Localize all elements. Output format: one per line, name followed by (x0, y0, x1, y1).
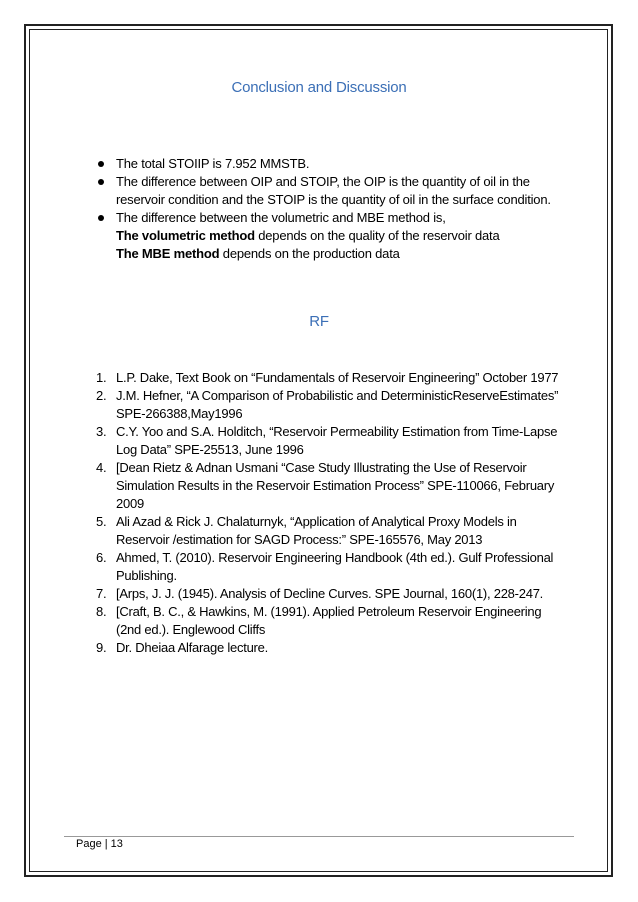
method-desc-mbe: depends on the production data (219, 246, 400, 261)
page-number-footer: Page | 13 (76, 838, 123, 850)
bullet-text: The difference between OIP and STOIP, the OIP is the quantity of oil in the reservoir condition and the STOIP is the quantity of oil in the surface condition. (116, 174, 551, 207)
conclusion-bullet-list (96, 155, 566, 263)
reference-item (96, 513, 566, 549)
reference-list (96, 369, 566, 657)
method-label-volumetric: The volumetric method (116, 228, 255, 243)
bullet-item (96, 173, 566, 209)
reference-text: L.P. Dake, Text Book on “Fundamentals of Reservoir Engineering” October 1977 (116, 370, 559, 385)
reference-number: 9. (96, 640, 107, 655)
reference-text: Ahmed, T. (2010). Reservoir Engineering Handbook (4th ed.). Gulf Professional Publishing. (116, 550, 554, 583)
reference-number: 5. (96, 514, 107, 529)
bullet-text: The total STOIIP is 7.952 MMSTB. (116, 156, 310, 171)
reference-text: Ali Azad & Rick J. Chalaturnyk, “Application of Analytical Proxy Models in Reservoir /estimation for SAGD Process:” SPE-165576, May 2013 (116, 514, 517, 547)
bullet-item (96, 209, 566, 263)
reference-item (96, 369, 566, 387)
reference-number: 1. (96, 370, 107, 385)
reference-text: Dr. Dheiaa Alfarage lecture. (116, 640, 268, 655)
bullet-text: The difference between the volumetric and MBE method is, (116, 210, 446, 225)
reference-item (96, 549, 566, 585)
bullet-dot-icon (98, 161, 104, 167)
reference-item (96, 387, 566, 423)
section-heading-rf: RF (309, 313, 329, 330)
method-desc-volumetric: depends on the quality of the reservoir data (254, 228, 500, 243)
reference-number: 4. (96, 460, 107, 475)
reference-number: 7. (96, 586, 107, 601)
footer-divider (64, 836, 574, 837)
bullet-item (96, 155, 566, 173)
reference-number: 6. (96, 550, 107, 565)
reference-text: [Arps, J. J. (1945). Analysis of Decline Curves. SPE Journal, 160(1), 228-247. (116, 586, 544, 601)
reference-text: [Dean Rietz & Adnan Usmani “Case Study Illustrating the Use of Reservoir Simulation Results in the Reservoir Estimation Process” SPE-110066, February 2009 (116, 460, 555, 511)
reference-item (96, 639, 566, 657)
reference-item (96, 423, 566, 459)
reference-text: C.Y. Yoo and S.A. Holditch, “Reservoir Permeability Estimation from Time-Lapse Log Data” SPE-25513, June 1996 (116, 424, 558, 457)
reference-number: 8. (96, 604, 107, 619)
reference-number: 2. (96, 388, 107, 403)
bullet-dot-icon (98, 215, 104, 221)
reference-item (96, 585, 566, 603)
reference-number: 3. (96, 424, 107, 439)
reference-item (96, 459, 566, 513)
method-label-mbe: The MBE method (116, 246, 220, 261)
section-heading-conclusion: Conclusion and Discussion (231, 79, 407, 96)
reference-text: J.M. Hefner, “A Comparison of Probabilistic and DeterministicReserveEstimates” SPE-266388,May1996 (116, 388, 559, 421)
bullet-dot-icon (98, 179, 104, 185)
reference-text: [Craft, B. C., & Hawkins, M. (1991). Applied Petroleum Reservoir Engineering (2nd ed.). Englewood Cliffs (116, 604, 542, 637)
reference-item (96, 603, 566, 639)
